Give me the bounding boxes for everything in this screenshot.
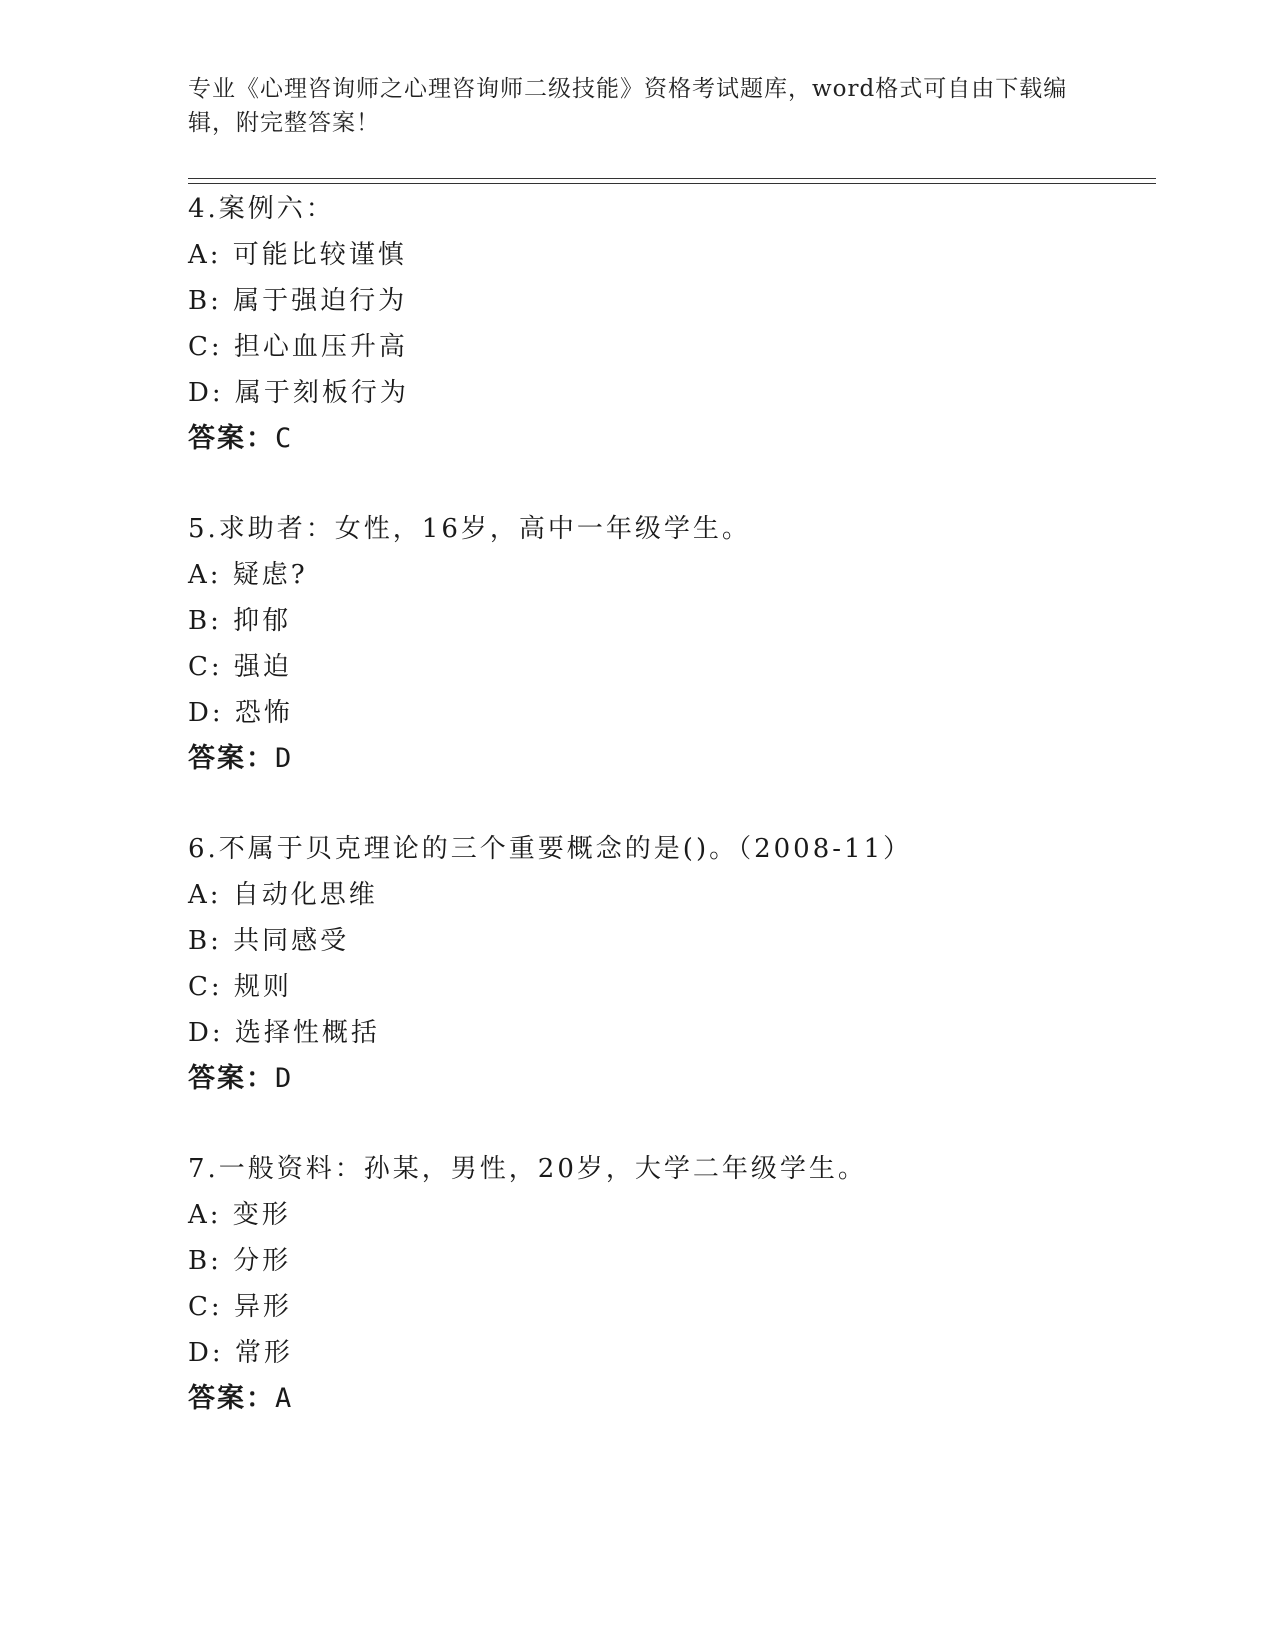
option-d: D: 选择性概括 xyxy=(188,1018,380,1048)
question-stem: 6.不属于贝克理论的三个重要概念的是()。（2008-11） xyxy=(188,834,913,864)
answer-line xyxy=(188,416,1148,462)
header-divider-bottom xyxy=(188,183,1156,184)
option-a: A: 变形 xyxy=(188,1200,291,1230)
answer-line xyxy=(188,1376,1148,1422)
question-stem: 7.一般资料：孙某，男性，20岁，大学二年级学生。 xyxy=(188,1154,867,1184)
answer-value: D xyxy=(275,1063,294,1094)
option-a: A: 可能比较谨慎 xyxy=(188,240,407,270)
option-d: D: 恐怖 xyxy=(188,698,293,728)
answer-label: 答案： xyxy=(188,743,275,774)
question-6 xyxy=(188,826,1148,1102)
option-b: B: 抑郁 xyxy=(188,606,292,636)
option-d: D: 属于刻板行为 xyxy=(188,378,409,408)
header-divider-top xyxy=(188,178,1156,179)
answer-label: 答案： xyxy=(188,423,275,454)
answer-value: A xyxy=(275,1383,294,1414)
option-a: A: 自动化思维 xyxy=(188,880,378,910)
question-4 xyxy=(188,186,1148,462)
answer-line xyxy=(188,1056,1148,1102)
question-stem: 5.求助者：女性，16岁，高中一年级学生。 xyxy=(188,514,751,544)
option-a: A: 疑虑? xyxy=(188,560,308,590)
answer-label: 答案： xyxy=(188,1063,275,1094)
option-c: C: 异形 xyxy=(188,1292,292,1322)
option-c: C: 担心血压升高 xyxy=(188,332,408,362)
option-c: C: 强迫 xyxy=(188,652,292,682)
question-7 xyxy=(188,1146,1148,1422)
option-d: D: 常形 xyxy=(188,1338,293,1368)
answer-line xyxy=(188,736,1148,782)
answer-value: D xyxy=(275,743,294,774)
question-stem: 4.案例六： xyxy=(188,194,335,224)
option-b: B: 分形 xyxy=(188,1246,292,1276)
option-c: C: 规则 xyxy=(188,972,292,1002)
answer-value: C xyxy=(275,423,294,454)
option-b: B: 属于强迫行为 xyxy=(188,286,408,316)
option-b: B: 共同感受 xyxy=(188,926,350,956)
answer-label: 答案： xyxy=(188,1383,275,1414)
document-header: 专业《心理咨询师之心理咨询师二级技能》资格考试题库，word格式可自由下载编辑，附完整答案！ xyxy=(188,76,1068,136)
question-5 xyxy=(188,506,1148,782)
